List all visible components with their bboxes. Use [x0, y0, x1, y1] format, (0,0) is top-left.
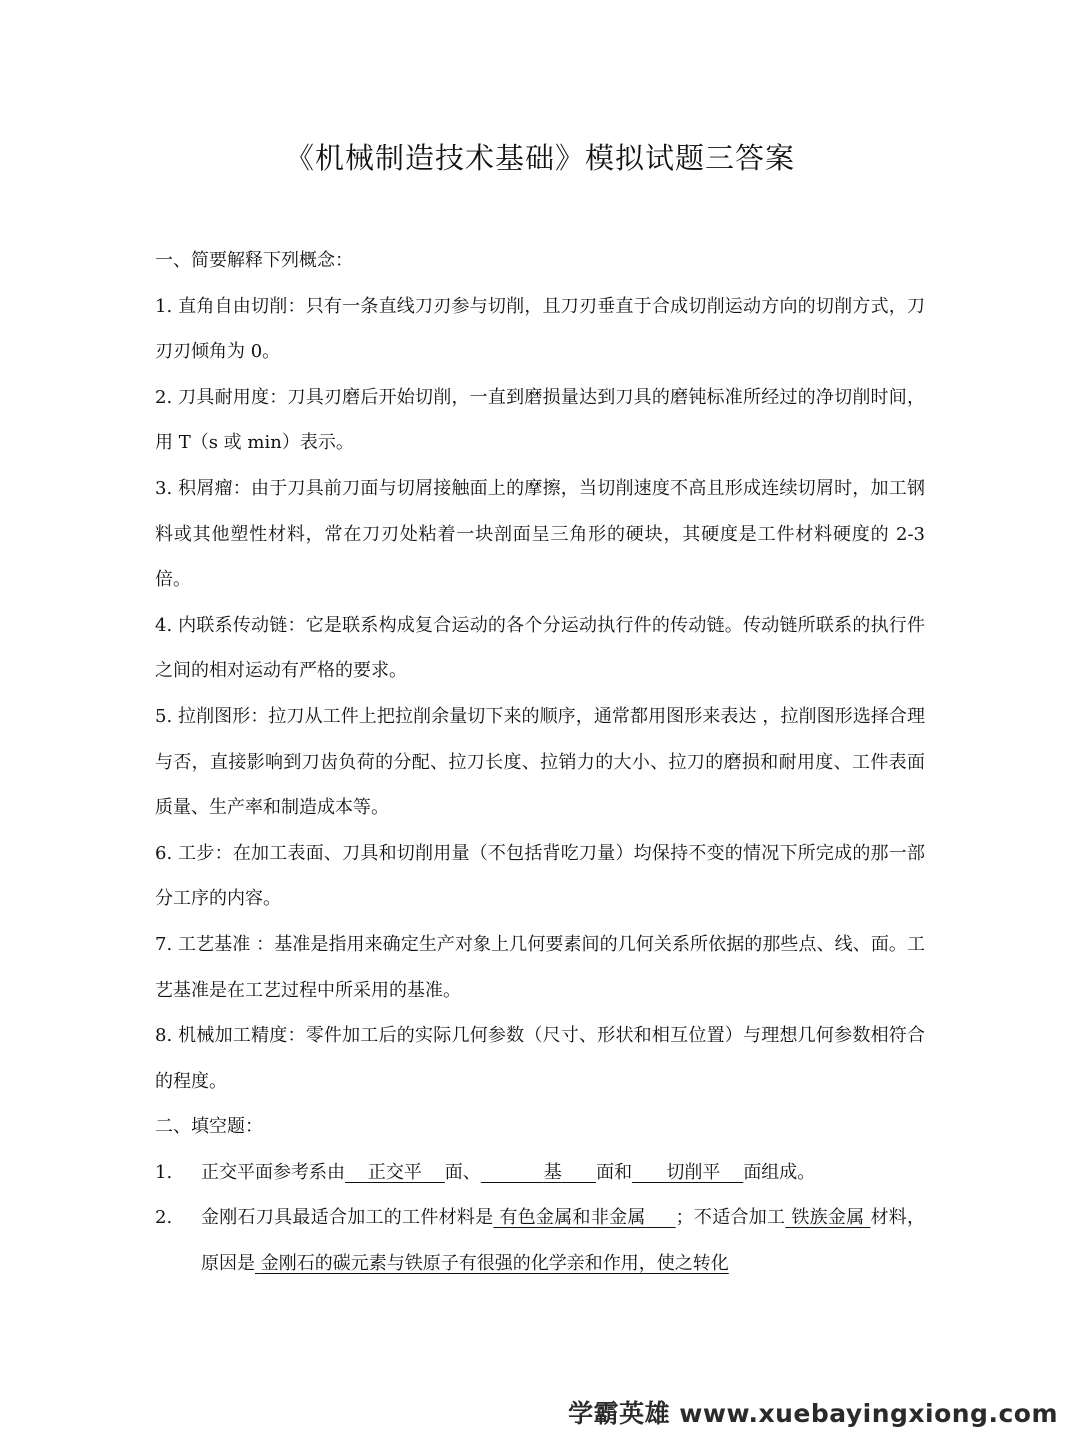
question-text: 面和 — [596, 1161, 633, 1183]
fill-question-1 — [155, 1150, 925, 1196]
concept-item — [155, 284, 925, 375]
item-number: 5. — [155, 705, 173, 727]
answer-text: 金刚石的碳元素与铁原子有很强的化学亲和作用，使之转化 — [260, 1253, 729, 1275]
concept-definition: 由于刀具前刀面与切屑接触面上的摩擦，当切削速度不高且形成连续切屑时，加工钢料或其他塑性材料，常在刀刃处粘着一块剖面呈三角形的硬块，其硬度是工件材料硬度的 2-3 倍。 — [155, 477, 925, 591]
concept-definition: 拉刀从工件上把拉削余量切下来的顺序，通常都用图形来表达 ，拉削图形选择合理与否，直接影响到刀齿负荷的分配、拉刀长度、拉销力的大小、拉刀的磨损和耐用度、工件表面质量、生产率和制造成本等。 — [155, 705, 926, 819]
concept-term: 工艺基准 ： — [178, 933, 275, 955]
concept-definition: 在加工表面、刀具和切削用量（不包括背吃刀量）均保持不变的情况下所完成的那一部分工序的内容。 — [155, 842, 926, 910]
fill-question-2 — [155, 1195, 925, 1286]
concept-item — [155, 603, 925, 694]
question-text: 面组成。 — [743, 1161, 816, 1183]
concept-definition: 它是联系构成复合运动的各个分运动执行件的传动链。传动链所联系的执行件之间的相对运动有严格的要求。 — [155, 614, 926, 682]
concept-item — [155, 922, 925, 1013]
question-number: 1. — [155, 1161, 173, 1183]
item-number: 8. — [155, 1025, 173, 1047]
concept-definition: 只有一条直线刀刃参与切削，且刀刃垂直于合成切削运动方向的切削方式，刀刃刃倾角为 0。 — [155, 295, 926, 363]
concept-term: 机械加工精度： — [178, 1025, 306, 1047]
answer-text: 铁族金属 — [791, 1207, 865, 1229]
concept-item — [155, 694, 925, 831]
concept-term: 刀具耐用度： — [178, 386, 288, 408]
answer-text: 切削平 — [666, 1161, 721, 1183]
answer-blank — [345, 1162, 445, 1183]
concept-item — [155, 1013, 925, 1104]
answer-blank — [493, 1207, 675, 1228]
answer-text: 基 — [543, 1161, 562, 1183]
page-title: 《机械制造技术基础》模拟试题三答案 — [284, 141, 795, 175]
question-text: ；不适合加工 — [675, 1207, 786, 1229]
item-number: 4. — [155, 614, 173, 636]
concept-term: 拉削图形： — [178, 705, 269, 727]
item-number: 7. — [155, 933, 173, 955]
question-text: 材料，原因是 — [201, 1207, 925, 1275]
document-body — [155, 238, 925, 1287]
question-text: 金刚石刀具最适合加工的工件材料是 — [201, 1207, 494, 1229]
concept-term: 积屑瘤： — [178, 477, 252, 499]
concept-term: 内联系传动链： — [178, 614, 306, 636]
answer-text: 有色金属和非金属 — [499, 1207, 646, 1229]
section-heading-concepts: 一、简要解释下列概念： — [155, 250, 353, 271]
question-text: 面、 — [444, 1161, 481, 1183]
answer-text: 正交平 — [367, 1161, 422, 1183]
concept-item — [155, 466, 925, 603]
item-number: 3. — [155, 477, 173, 499]
item-number: 1. — [155, 295, 173, 317]
site-watermark: 学霸英雄 www.xuebayingxiong.com — [568, 1399, 1058, 1428]
answer-blank — [481, 1162, 596, 1183]
item-number: 6. — [155, 842, 173, 864]
answer-blank — [255, 1253, 729, 1274]
answer-blank — [632, 1162, 743, 1183]
concept-term: 工步： — [178, 842, 233, 864]
concept-definition: 零件加工后的实际几何参数（尺寸、形状和相互位置）与理想几何参数相符合的程度。 — [155, 1025, 926, 1092]
section-heading-fill-in: 二、填空题： — [155, 1116, 263, 1138]
concept-item — [155, 831, 925, 922]
concept-item — [155, 375, 925, 466]
item-number: 2. — [155, 386, 173, 408]
concept-term: 直角自由切削： — [178, 295, 306, 317]
concept-definition: 刀具刃磨后开始切削，一直到磨损量达到刀具的磨钝标准所经过的净切削时间，用 T（s 或 min）表示。 — [155, 386, 925, 454]
question-text: 正交平面参考系由 — [201, 1161, 345, 1183]
answer-blank — [785, 1207, 870, 1228]
question-number: 2. — [155, 1207, 173, 1229]
concept-definition: 基准是指用来确定生产对象上几何要素间的几何关系所依据的那些点、线、面。工艺基准是在工艺过程中所采用的基准。 — [155, 933, 925, 1001]
